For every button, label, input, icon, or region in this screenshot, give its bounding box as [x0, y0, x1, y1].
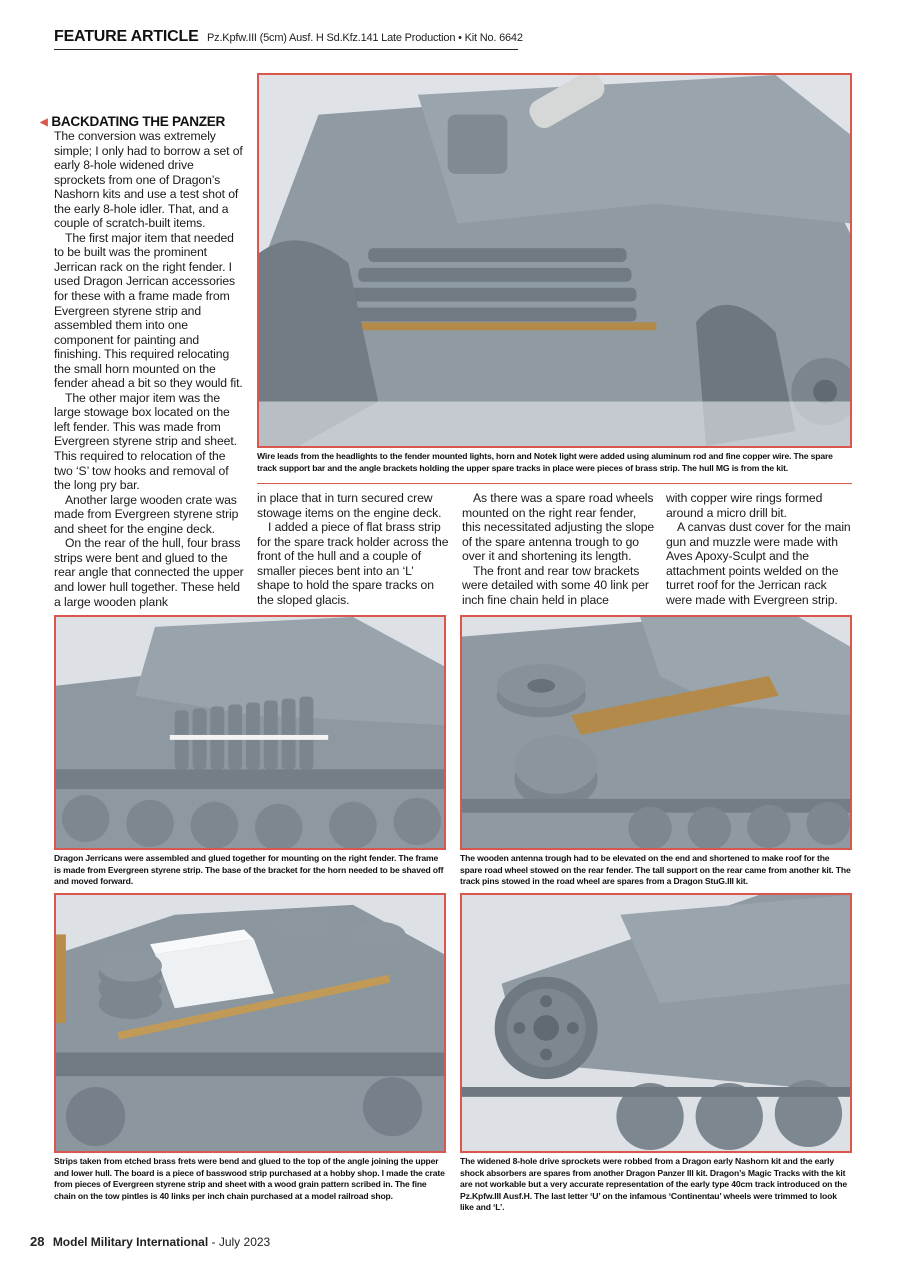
paragraph: I added a piece of flat brass strip for the spare track holder across the front of the hull and a couple of smaller pieces bent into an ‘L’ shape to hold the spare tracks on the sloped glacis. [257, 520, 449, 607]
caption-front-hull: Wire leads from the headlights to the fender mounted lights, horn and Notek light were added using aluminum rod and fine copper wire. The spare track support bar and the angle brackets holding the upper spare tracks in place were pieces of brass strip. The hull MG is from the kit. [257, 451, 852, 484]
body-column-4 [666, 491, 852, 607]
paragraph: On the rear of the hull, four brass strips were bent and glued to the rear angle that connected the upper and lower hull together. These held a large wooden plank [54, 536, 244, 609]
paragraph: Another large wooden crate was made from Evergreen styrene strip and sheet for the engine deck. [54, 492, 239, 536]
page-number: 28 [30, 1234, 45, 1249]
photo-antenna-trough [460, 615, 852, 850]
section-heading-text: BACKDATING THE PANZER [51, 114, 226, 129]
paragraph: The first major item that needed to be built was the prominent Jerrican rack on the right fender. I used Dragon Jerrican accessories for these with a frame made from Evergreen styrene strip and assembled them into one component for painting and finishing. This required relocating the small horn mounted on the fender ahead a bit so they would fit. [54, 230, 243, 391]
caption-rear-crate: Strips taken from etched brass frets were bend and glued to the top of the angle joining the upper and lower hull. The board is a piece of basswood strip purchased at a hobby shop. I made the crate from pieces of Evergreen styrene strip and sheet with a wood grain pattern scribed in. The fine chain on the tow pintles is 40 links per inch chain purchased at a model railroad shop. [54, 1156, 445, 1201]
paragraph: A canvas dust cover for the main gun and muzzle were made with Aves Apoxy-Sculpt and the attachment points welded on the turret roof for the Jerrican rack were made with Evergreen strip. [666, 520, 851, 607]
page-footer [30, 1234, 270, 1249]
paragraph: The other major item was the large stowage box located on the left fender. This was made from Evergreen styrene strip and sheet. This required to relocation of the two ‘S’ tow hooks and removal of the long pry bar. [54, 390, 237, 493]
feature-label: FEATURE ARTICLE [54, 28, 199, 45]
body-column-3 [462, 491, 656, 607]
photo-rear-crate [54, 893, 446, 1153]
magazine-name: Model Military International [52, 1235, 209, 1249]
article-subtitle: Pz.Kpfw.III (5cm) Ausf. H Sd.Kfz.141 Late Production • Kit No. 6642 [207, 32, 523, 44]
paragraph: The front and rear tow brackets were detailed with some 40 link per inch fine chain held in place [462, 563, 649, 607]
caption-drive-sprocket: The widened 8-hole drive sprockets were robbed from a Dragon early Nashorn kit and the early shock absorbers are spares from another Dragon Panzer III kit. Dragon’s Magic Tracks with the kit are not workable but a very accurate representation of the early type 40cm track introduced on the Pz.Kpfw.III Ausf.H. The last letter ‘U’ on the infamous ‘Continentau’ wheels were trimmed to look like and ‘L’. [460, 1156, 847, 1213]
section-heading [40, 114, 225, 129]
issue-date: - July 2023 [211, 1235, 271, 1249]
paragraph: in place that in turn secured crew stowage items on the engine deck. [257, 491, 442, 520]
photo-drive-sprocket [460, 893, 852, 1153]
photo-jerrican-rack [54, 615, 446, 850]
body-column-1 [54, 129, 246, 609]
paragraph: As there was a spare road wheels mounted on the right rear fender, this necessitated adjusting the slope of the spare antenna trough to go over it and shortening its length. [462, 491, 655, 564]
triangle-marker-icon: ◀ [40, 117, 48, 128]
paragraph: The conversion was extremely simple; I only had to borrow a set of early 8-hole widened drive sprockets from one of Dragon’s Nashorn kits and use a test shot of the early 8-hole idler. That, and a couple of scratch-built items. [54, 129, 243, 231]
caption-antenna-trough: The wooden antenna trough had to be elevated on the end and shortened to make roof for the spare road wheel stowed on the rear fender. The tall support on the rear came from another kit. The track pins stowed in the road wheel are spares from a Dragon StuG.III kit. [460, 853, 851, 887]
running-header [54, 28, 523, 50]
caption-jerrican-rack: Dragon Jerricans were assembled and glued together for mounting on the right fender. The frame is made from Evergreen styrene strip. The base of the bracket for the horn needed to be shaved off and moved forward. [54, 853, 444, 887]
body-column-2 [257, 491, 449, 607]
paragraph: with copper wire rings formed around a micro drill bit. [666, 491, 823, 520]
photo-front-hull [257, 73, 852, 448]
